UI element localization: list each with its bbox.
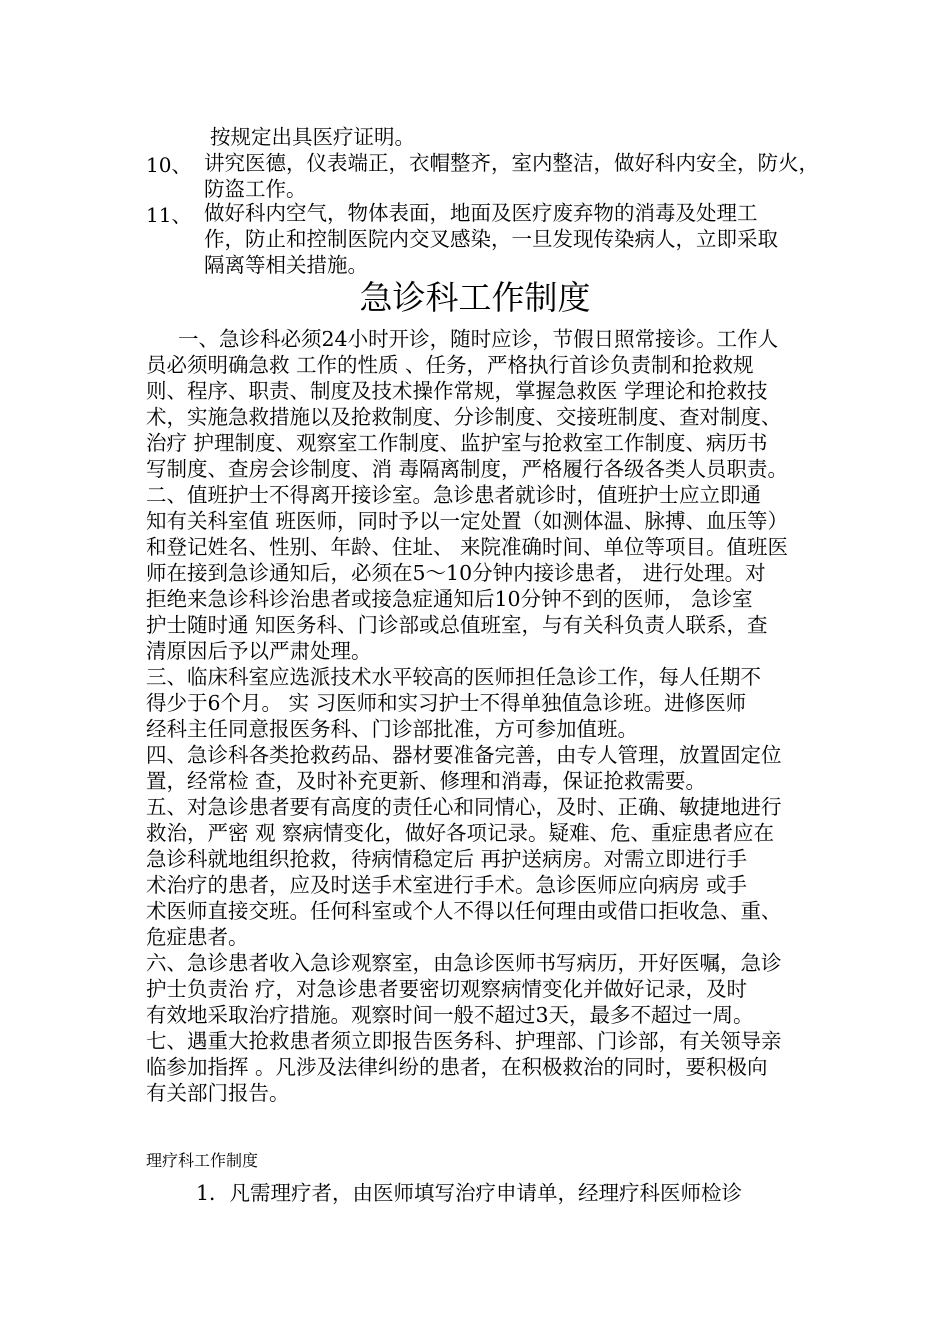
body-line: 三、临床科室应选派技术水平较高的医师担任急诊工作，每人任期不 <box>146 665 761 689</box>
body-line: 写制度、查房会诊制度、消 毒隔离制度，严格履行各级各类人员职责。 <box>146 457 789 481</box>
body-line: 危症患者。 <box>146 925 249 949</box>
item-11-line-1: 做好科内空气，物体表面，地面及医疗废弃物的消毒及处理工 <box>204 201 758 225</box>
body-line: 二、值班护士不得离开接诊室。急诊患者就诊时，值班护士应立即通 <box>146 483 761 507</box>
body-line: 师在接到急诊通知后，必须在5～10分钟内接诊患者， 进行处理。对 <box>146 561 766 585</box>
item-number-10: 10、 <box>146 153 192 177</box>
body-line: 术治疗的患者，应及时送手术室进行手术。急诊医师应向病房 或手 <box>146 873 748 897</box>
intro-line: 按规定出具医疗证明。 <box>210 125 415 149</box>
body-line: 救治，严密 观 察病情变化，做好各项记录。疑难、危、重症患者应在 <box>146 821 775 845</box>
body-line: 一、急诊科必须24小时开诊，随时应诊，节假日照常接诊。工作人 <box>178 327 779 351</box>
body-line: 员必须明确急救 工作的性质 、任务，严格执行首诊负责制和抢救规 <box>146 353 754 377</box>
section-title: 急诊科工作制度 <box>359 278 591 317</box>
body-line: 治疗 护理制度、观察室工作制度、监护室与抢救室工作制度、病历书 <box>146 431 768 455</box>
body-line: 七、遇重大抢救患者须立即报告医务科、护理部、门诊部，有关领导亲 <box>146 1029 782 1053</box>
item-10-line-1: 讲究医德，仪表端正，衣帽整齐，室内整洁，做好科内安全，防火， <box>204 151 819 175</box>
item-11-line-2: 作，防止和控制医院内交叉感染，一旦发现传染病人，立即采取 <box>204 227 778 251</box>
item-10-line-2: 防盗工作。 <box>204 177 307 201</box>
body-line: 有效地采取治疗措施。观察时间一般不超过3天，最多不超过一周。 <box>146 1003 754 1027</box>
item-11-line-3: 隔离等相关措施。 <box>204 253 368 277</box>
body-line: 有关部门报告。 <box>146 1081 290 1105</box>
body-line: 清原因后予以严肃处理。 <box>146 639 372 663</box>
body-line: 五、对急诊患者要有高度的责任心和同情心，及时、正确、敏捷地进行 <box>146 795 782 819</box>
body-line: 经科主任同意报医务科、门诊部批准，方可参加值班。 <box>146 717 638 741</box>
body-line: 护士负责治 疗，对急诊患者要密切观察病情变化并做好记录，及时 <box>146 977 748 1001</box>
body-line: 护士随时通 知医务科、门诊部或总值班室，与有关科负责人联系，查 <box>146 613 768 637</box>
body-line: 临参加指挥 。凡涉及法律纠纷的患者，在积极救治的同时，要积极向 <box>146 1055 768 1079</box>
body-line: 得少于6个月。 实 习医师和实习护士不得单独值急诊班。进修医师 <box>146 691 747 715</box>
body-line: 急诊科就地组织抢救，待病情稳定后 再护送病房。对需立即进行手 <box>146 847 748 871</box>
body-line: 知有关科室值 班医师，同时予以一定处置（如测体温、脉搏、血压等） <box>146 509 789 533</box>
body-line: 拒绝来急诊科诊治患者或接急症通知后10分钟不到的医师， 急诊室 <box>146 587 753 611</box>
body-line: 四、急诊科各类抢救药品、器材要准备完善，由专人管理，放置固定位 <box>146 743 782 767</box>
body-line: 术，实施急救措施以及抢救制度、分诊制度、交接班制度、查对制度、 <box>146 405 782 429</box>
body-line: 和登记姓名、性别、年龄、住址、 来院准确时间、单位等项目。值班医 <box>146 535 789 559</box>
body-line: 则、程序、职责、制度及技术操作常规，掌握急救医 学理论和抢救技 <box>146 379 768 403</box>
item-number-11: 11、 <box>146 203 192 227</box>
body-line: 六、急诊患者收入急诊观察室，由急诊医师书写病历，开好医嘱，急诊 <box>146 951 782 975</box>
body-line: 术医师直接交班。任何科室或个人不得以任何理由或借口拒收急、重、 <box>146 899 782 923</box>
second-section-item-1: 1．凡需理疗者，由医师填写治疗申请单，经理疗科医师检诊 <box>196 1181 743 1205</box>
second-section-heading: 理疗科工作制度 <box>146 1151 259 1170</box>
body-line: 置，经常检 查，及时补充更新、修理和消毒，保证抢救需要。 <box>146 769 707 793</box>
